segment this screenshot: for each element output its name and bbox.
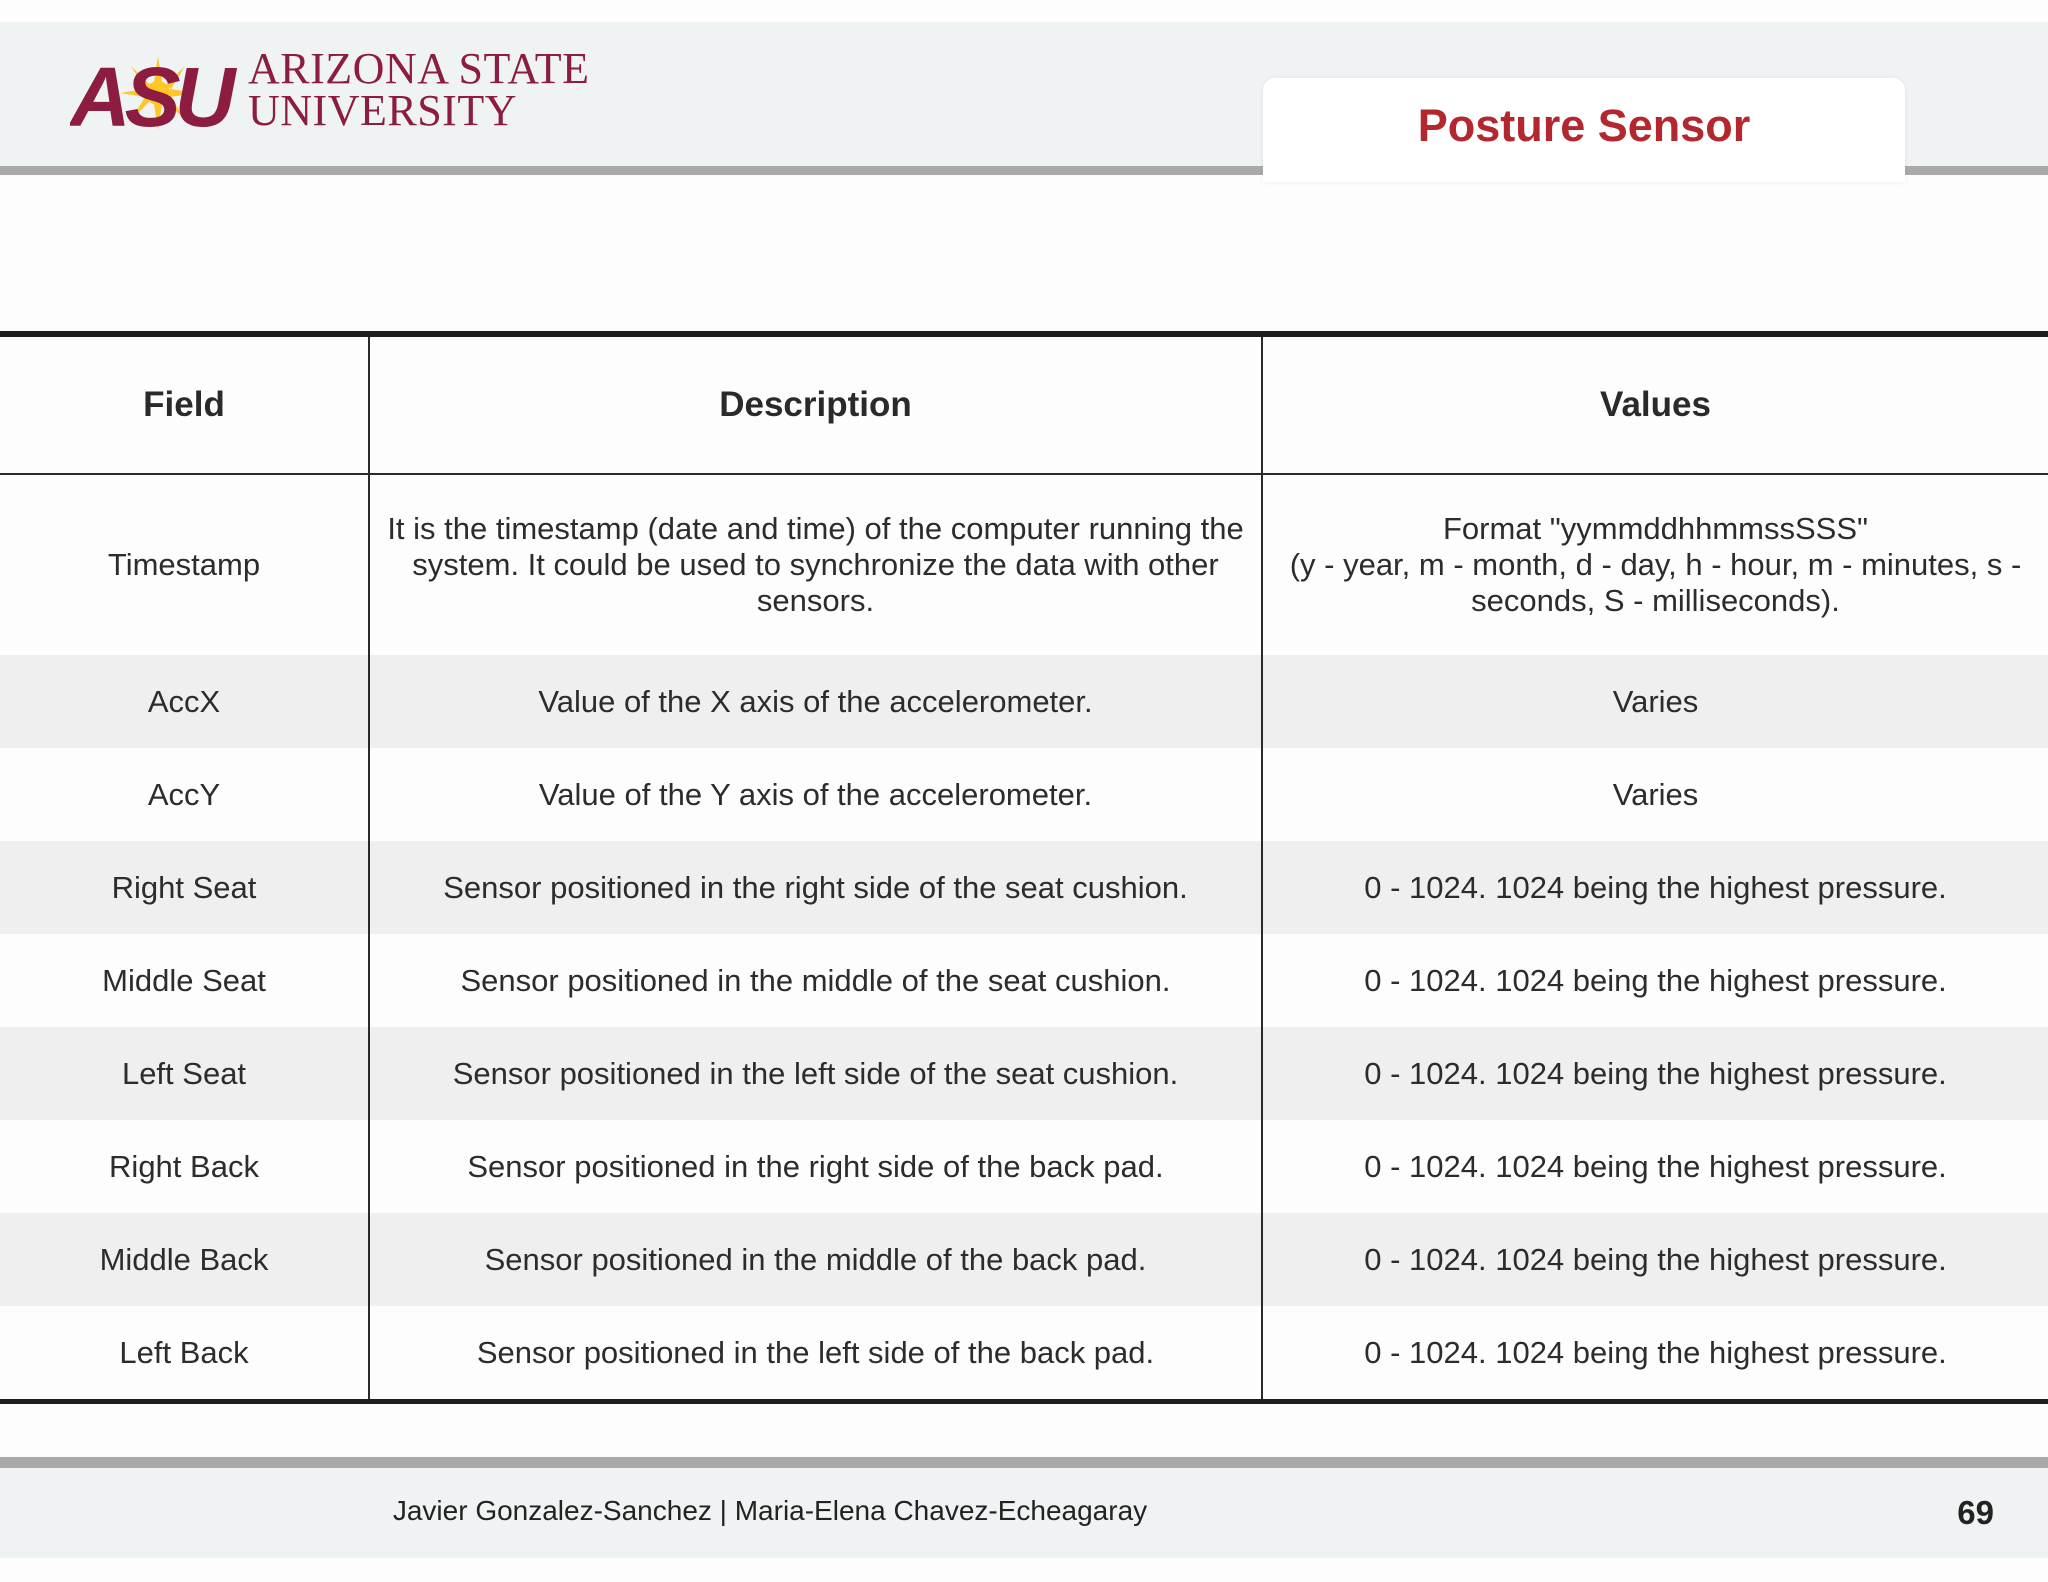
cell-description: Sensor positioned in the left side of the back pad. [369, 1306, 1262, 1402]
table-row [0, 1306, 2048, 1402]
column-header-values: Values [1262, 334, 2048, 474]
cell-description: Sensor positioned in the left side of the seat cushion. [369, 1027, 1262, 1120]
cell-field: Timestamp [0, 474, 369, 655]
column-header-field: Field [0, 334, 369, 474]
cell-values: Format "yymmddhhmmssSSS" (y - year, m - month, d - day, h - hour, m - minutes, s - seconds, S - milliseconds). [1262, 474, 2048, 655]
table-row [0, 841, 2048, 934]
cell-description: Sensor positioned in the middle of the back pad. [369, 1213, 1262, 1306]
table-row [0, 1027, 2048, 1120]
title-tab [1263, 78, 1905, 182]
table-body [0, 474, 2048, 1402]
slide-title: Posture Sensor [1417, 100, 1751, 151]
cell-field: Right Back [0, 1120, 369, 1213]
cell-description: Sensor positioned in the right side of the back pad. [369, 1120, 1262, 1213]
asu-wordmark-line2: UNIVERSITY [248, 86, 517, 135]
asu-wordmark-line1: ARIZONA STATE [248, 44, 590, 93]
asu-sunburst-logo-icon [70, 54, 246, 132]
cell-description: Value of the Y axis of the accelerometer. [369, 748, 1262, 841]
column-header-description: Description [369, 334, 1262, 474]
asu-logo [70, 44, 590, 138]
asu-logo-letters: ASU [70, 54, 230, 132]
cell-values: 0 - 1024. 1024 being the highest pressure. [1262, 1027, 2048, 1120]
table-row [0, 748, 2048, 841]
cell-field: Middle Seat [0, 934, 369, 1027]
sensor-table-container [0, 331, 2048, 1404]
cell-field: Left Seat [0, 1027, 369, 1120]
cell-field: Left Back [0, 1306, 369, 1402]
cell-field: Middle Back [0, 1213, 369, 1306]
footer-authors: Javier Gonzalez-Sanchez | Maria-Elena Chavez-Echeagaray [392, 1495, 1148, 1526]
table-row [0, 474, 2048, 655]
table-row [0, 1213, 2048, 1306]
table-header-row [0, 334, 2048, 474]
table-row [0, 655, 2048, 748]
table-row [0, 934, 2048, 1027]
cell-values: 0 - 1024. 1024 being the highest pressure. [1262, 1306, 2048, 1402]
cell-values: 0 - 1024. 1024 being the highest pressure. [1262, 1120, 2048, 1213]
sensor-fields-table [0, 331, 2048, 1404]
cell-values: 0 - 1024. 1024 being the highest pressure. [1262, 934, 2048, 1027]
table-row [0, 1120, 2048, 1213]
cell-field: AccY [0, 748, 369, 841]
cell-values: Varies [1262, 655, 2048, 748]
cell-description: Sensor positioned in the middle of the seat cushion. [369, 934, 1262, 1027]
asu-wordmark [248, 44, 590, 135]
cell-description: Value of the X axis of the accelerometer. [369, 655, 1262, 748]
cell-description: Sensor positioned in the right side of the seat cushion. [369, 841, 1262, 934]
cell-values: Varies [1262, 748, 2048, 841]
page-number: 69 [1957, 1494, 1994, 1531]
cell-description: It is the timestamp (date and time) of the computer running the system. It could be used to synchronize the data with other sensors. [369, 474, 1262, 655]
cell-field: AccX [0, 655, 369, 748]
footer-divider [0, 1457, 2048, 1468]
cell-values: 0 - 1024. 1024 being the highest pressure. [1262, 1213, 2048, 1306]
cell-values: 0 - 1024. 1024 being the highest pressure. [1262, 841, 2048, 934]
cell-field: Right Seat [0, 841, 369, 934]
